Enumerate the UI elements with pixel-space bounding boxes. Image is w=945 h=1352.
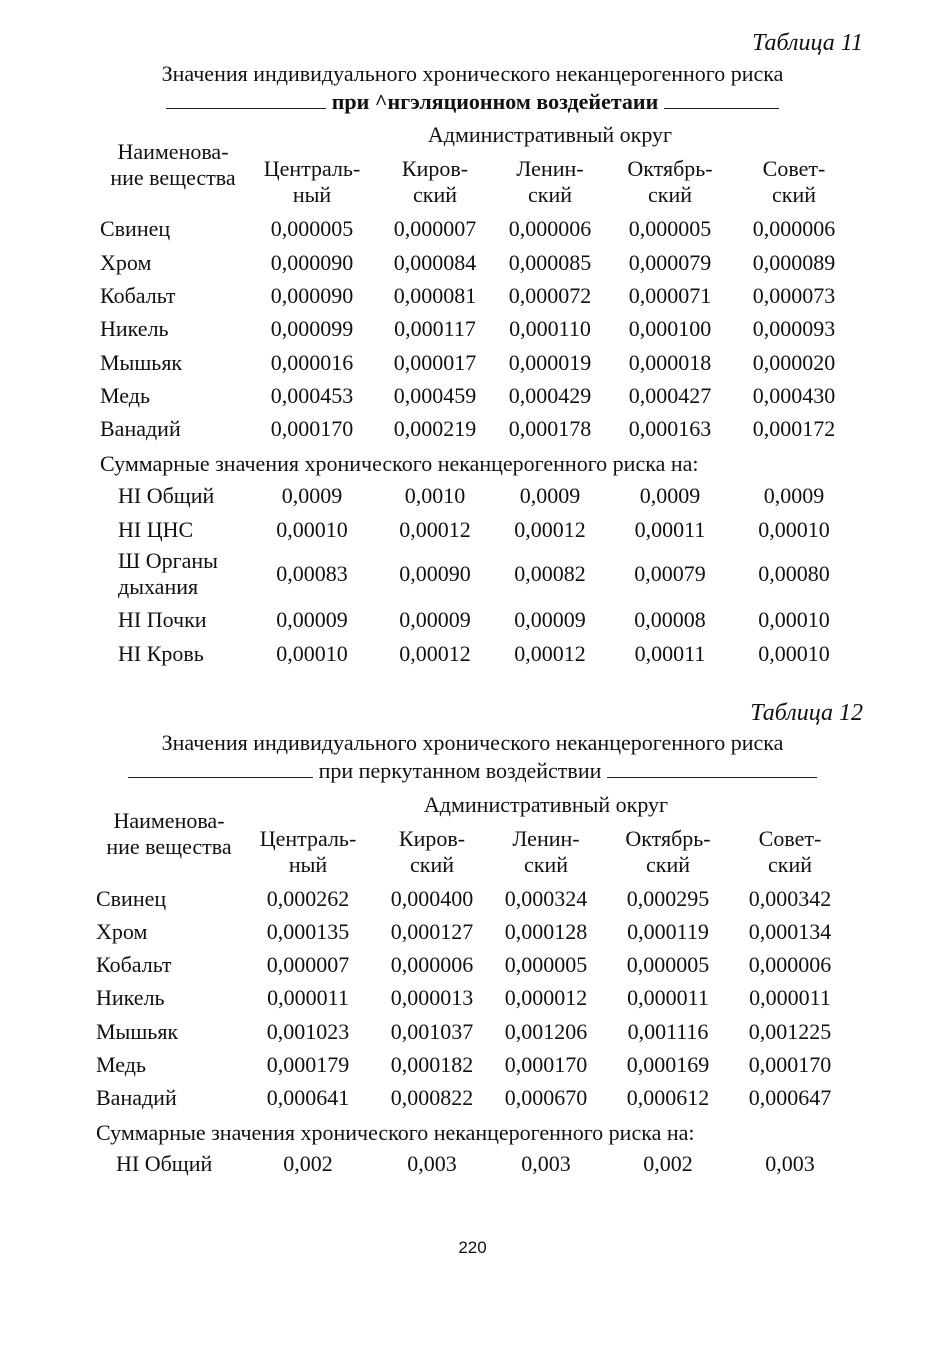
table-cell: 0,000172 (752, 416, 836, 441)
table-cell: 0,000019 (508, 350, 592, 375)
table-cell: 0,000093 (752, 316, 836, 341)
summary-row-name-line: дыхания (118, 574, 199, 599)
table-cell: 0,000020 (752, 350, 836, 375)
column-header-line: ский (772, 182, 816, 207)
summary-row-name-line: HI Почки (118, 607, 207, 632)
column-header (734, 156, 854, 208)
column-header-line: ский (413, 182, 457, 207)
summary-cell: 0,00008 (634, 607, 706, 632)
row-name: Никель (100, 316, 169, 341)
summary-cell: 0,0009 (763, 483, 825, 508)
table-cell: 0,000262 (266, 886, 350, 911)
column-header (486, 826, 606, 878)
column-header-line: Октябрь- (625, 826, 711, 851)
column-header-line: ский (524, 852, 568, 877)
table-12-summary-title: Суммарные значения хронического неканцерогенного риска на: (96, 1120, 695, 1145)
table-cell: 0,000429 (508, 383, 592, 408)
summary-cell: 0,0009 (281, 483, 343, 508)
table-cell: 0,000006 (508, 216, 592, 241)
table-11-title: Значения индивидуального хронического неканцерогенного риска (161, 61, 784, 86)
summary-cell: 0,00012 (399, 641, 471, 666)
column-header-line: ный (288, 852, 328, 877)
summary-cell: 0,00010 (276, 641, 348, 666)
summary-row-name-line: HI ЦНС (118, 517, 194, 542)
table-12-header-district: Административный округ (423, 792, 669, 817)
summary-cell: 0,003 (765, 1151, 815, 1176)
table-11-label: Таблица 11 (752, 30, 863, 56)
table-cell: 0,000459 (393, 383, 477, 408)
table-cell: 0,000011 (627, 985, 709, 1010)
table-cell: 0,000453 (270, 383, 354, 408)
summary-cell: 0,0010 (404, 483, 466, 508)
summary-row-name-line: Ш Органы (118, 548, 218, 573)
table-cell: 0,000006 (752, 216, 836, 241)
table-cell: 0,000169 (626, 1052, 710, 1077)
table-12-label: Таблица 12 (750, 700, 863, 726)
summary-cell: 0,002 (283, 1151, 333, 1176)
summary-cell: 0,00083 (276, 561, 348, 586)
column-header-line: Ленин- (516, 156, 584, 181)
header-substance-line2: ние вещества (110, 165, 236, 190)
row-name: Кобальт (100, 283, 176, 308)
table-12-subtitle-line (0, 757, 945, 785)
table-cell: 0,000090 (270, 283, 354, 308)
summary-cell: 0,00010 (276, 517, 348, 542)
column-header-line: Централь- (263, 156, 361, 181)
table-cell: 0,000084 (393, 250, 477, 275)
table-cell: 0,000170 (504, 1052, 588, 1077)
table-cell: 0,000071 (628, 283, 712, 308)
column-header-line: Совет- (762, 156, 826, 181)
summary-cell: 0,0009 (639, 483, 701, 508)
table-cell: 0,000006 (390, 952, 474, 977)
table-11-header-substance (98, 139, 248, 191)
column-header-line: ный (292, 182, 332, 207)
table-cell: 0,000089 (752, 250, 836, 275)
table-cell: 0,000612 (626, 1085, 710, 1110)
table-cell: 0,000012 (504, 985, 588, 1010)
summary-cell: 0,002 (643, 1151, 693, 1176)
row-name: Кобальт (96, 952, 172, 977)
table-cell: 0,000128 (504, 919, 588, 944)
row-name: Хром (96, 919, 148, 944)
table-cell: 0,000005 (626, 952, 710, 977)
column-header (490, 156, 610, 208)
table-cell: 0,001037 (390, 1019, 474, 1044)
summary-row-name-line: HI Общий (116, 1151, 213, 1176)
table-cell: 0,000005 (504, 952, 588, 977)
row-name: Свинец (96, 886, 167, 911)
column-header (252, 156, 372, 208)
summary-cell: 0,00082 (514, 561, 586, 586)
row-name: Ванадий (100, 416, 181, 441)
row-name: Никель (96, 985, 165, 1010)
underline-right (607, 759, 817, 778)
table-cell: 0,000647 (748, 1085, 832, 1110)
table-cell: 0,000013 (390, 985, 474, 1010)
underline-left (166, 90, 326, 109)
row-name: Свинец (100, 216, 171, 241)
table-cell: 0,000100 (628, 316, 712, 341)
table-cell: 0,000295 (626, 886, 710, 911)
column-header (375, 156, 495, 208)
table-cell: 0,001116 (627, 1019, 709, 1044)
table-cell: 0,000007 (393, 216, 477, 241)
table-cell: 0,000170 (748, 1052, 832, 1077)
table-cell: 0,000018 (628, 350, 712, 375)
summary-cell: 0,00090 (399, 561, 471, 586)
row-name: Хром (100, 250, 152, 275)
summary-cell: 0,003 (521, 1151, 571, 1176)
table-12-title: Значения индивидуального хронического неканцерогенного риска (161, 730, 784, 755)
summary-cell: 0,00009 (514, 607, 586, 632)
table-cell: 0,000430 (752, 383, 836, 408)
column-header-line: ский (646, 852, 690, 877)
table-cell: 0,000005 (270, 216, 354, 241)
row-name: Медь (100, 383, 150, 408)
summary-cell: 0,00011 (634, 641, 706, 666)
underline-right (664, 90, 779, 109)
table-cell: 0,000085 (508, 250, 592, 275)
table-cell: 0,000073 (752, 283, 836, 308)
row-name: Мышьяк (100, 350, 183, 375)
table-cell: 0,000090 (270, 250, 354, 275)
table-cell: 0,000110 (509, 316, 591, 341)
table-cell: 0,000117 (394, 316, 476, 341)
table-cell: 0,000670 (504, 1085, 588, 1110)
table-cell: 0,000324 (504, 886, 588, 911)
summary-cell: 0,00012 (514, 517, 586, 542)
summary-row-name-line: HI Кровь (118, 641, 204, 666)
column-header (608, 826, 728, 878)
summary-cell: 0,00010 (758, 607, 830, 632)
summary-cell: 0,00010 (758, 641, 830, 666)
table-cell: 0,000011 (267, 985, 349, 1010)
column-header-line: Октябрь- (627, 156, 713, 181)
table-cell: 0,000119 (627, 919, 709, 944)
table-cell: 0,000099 (270, 316, 354, 341)
table-cell: 0,000016 (270, 350, 354, 375)
summary-row-name (116, 1151, 212, 1177)
summary-row-name (118, 483, 214, 509)
column-header-line: Совет- (758, 826, 822, 851)
table-cell: 0,000072 (508, 283, 592, 308)
table-11-summary-title: Суммарные значения хронического неканцерогенного риска на: (100, 451, 699, 476)
summary-row-name (118, 517, 193, 543)
table-cell: 0,000178 (508, 416, 592, 441)
column-header-line: ский (648, 182, 692, 207)
column-header-line: ский (768, 852, 812, 877)
summary-row-name-line: HI Общий (118, 483, 215, 508)
table-cell: 0,000011 (749, 985, 831, 1010)
table-cell: 0,001225 (748, 1019, 832, 1044)
summary-cell: 0,0009 (519, 483, 581, 508)
page-number: 220 (458, 1238, 487, 1257)
summary-cell: 0,00079 (634, 561, 706, 586)
table-cell: 0,000005 (628, 216, 712, 241)
table-11-header-district: Административный округ (427, 122, 673, 147)
table-cell: 0,001023 (266, 1019, 350, 1044)
table-cell: 0,000006 (748, 952, 832, 977)
header-substance-line1: Наименова- (113, 808, 225, 833)
summary-cell: 0,00010 (758, 517, 830, 542)
summary-cell: 0,00009 (276, 607, 348, 632)
table-cell: 0,001206 (504, 1019, 588, 1044)
table-cell: 0,000219 (393, 416, 477, 441)
table-cell: 0,000017 (393, 350, 477, 375)
header-substance-line1: Наименова- (117, 139, 229, 164)
table-cell: 0,000342 (748, 886, 832, 911)
column-header-line: ский (410, 852, 454, 877)
table-cell: 0,000127 (390, 919, 474, 944)
column-header (248, 826, 368, 878)
table-cell: 0,000822 (390, 1085, 474, 1110)
header-substance-line2: ние вещества (106, 834, 232, 859)
table-cell: 0,000427 (628, 383, 712, 408)
summary-cell: 0,00011 (634, 517, 706, 542)
summary-cell: 0,00012 (514, 641, 586, 666)
column-header (730, 826, 850, 878)
table-11-subtitle: при ^нгэляционном воздейетаии (331, 89, 659, 114)
table-cell: 0,000135 (266, 919, 350, 944)
summary-cell: 0,00009 (399, 607, 471, 632)
column-header-line: Ленин- (512, 826, 580, 851)
table-cell: 0,000134 (748, 919, 832, 944)
underline-left (128, 759, 313, 778)
summary-row-name (118, 641, 204, 667)
column-header (610, 156, 730, 208)
table-cell: 0,000079 (628, 250, 712, 275)
table-12-subtitle: при перкутанном воздействии (318, 758, 602, 783)
table-cell: 0,000182 (390, 1052, 474, 1077)
row-name: Медь (96, 1052, 146, 1077)
table-cell: 0,000179 (266, 1052, 350, 1077)
summary-row-name (118, 548, 218, 600)
row-name: Мышьяк (96, 1019, 179, 1044)
table-12-header-substance (94, 808, 244, 860)
column-header-line: Киров- (401, 156, 469, 181)
row-name: Ванадий (96, 1085, 177, 1110)
summary-row-name (118, 607, 207, 633)
table-cell: 0,000163 (628, 416, 712, 441)
table-cell: 0,000007 (266, 952, 350, 977)
column-header-line: Централь- (259, 826, 357, 851)
table-cell: 0,000081 (393, 283, 477, 308)
column-header (372, 826, 492, 878)
table-cell: 0,000641 (266, 1085, 350, 1110)
table-cell: 0,000170 (270, 416, 354, 441)
summary-cell: 0,00080 (758, 561, 830, 586)
column-header-line: ский (528, 182, 572, 207)
table-cell: 0,000400 (390, 886, 474, 911)
summary-cell: 0,00012 (399, 517, 471, 542)
table-11-subtitle-line (0, 88, 945, 116)
column-header-line: Киров- (398, 826, 466, 851)
summary-cell: 0,003 (407, 1151, 457, 1176)
